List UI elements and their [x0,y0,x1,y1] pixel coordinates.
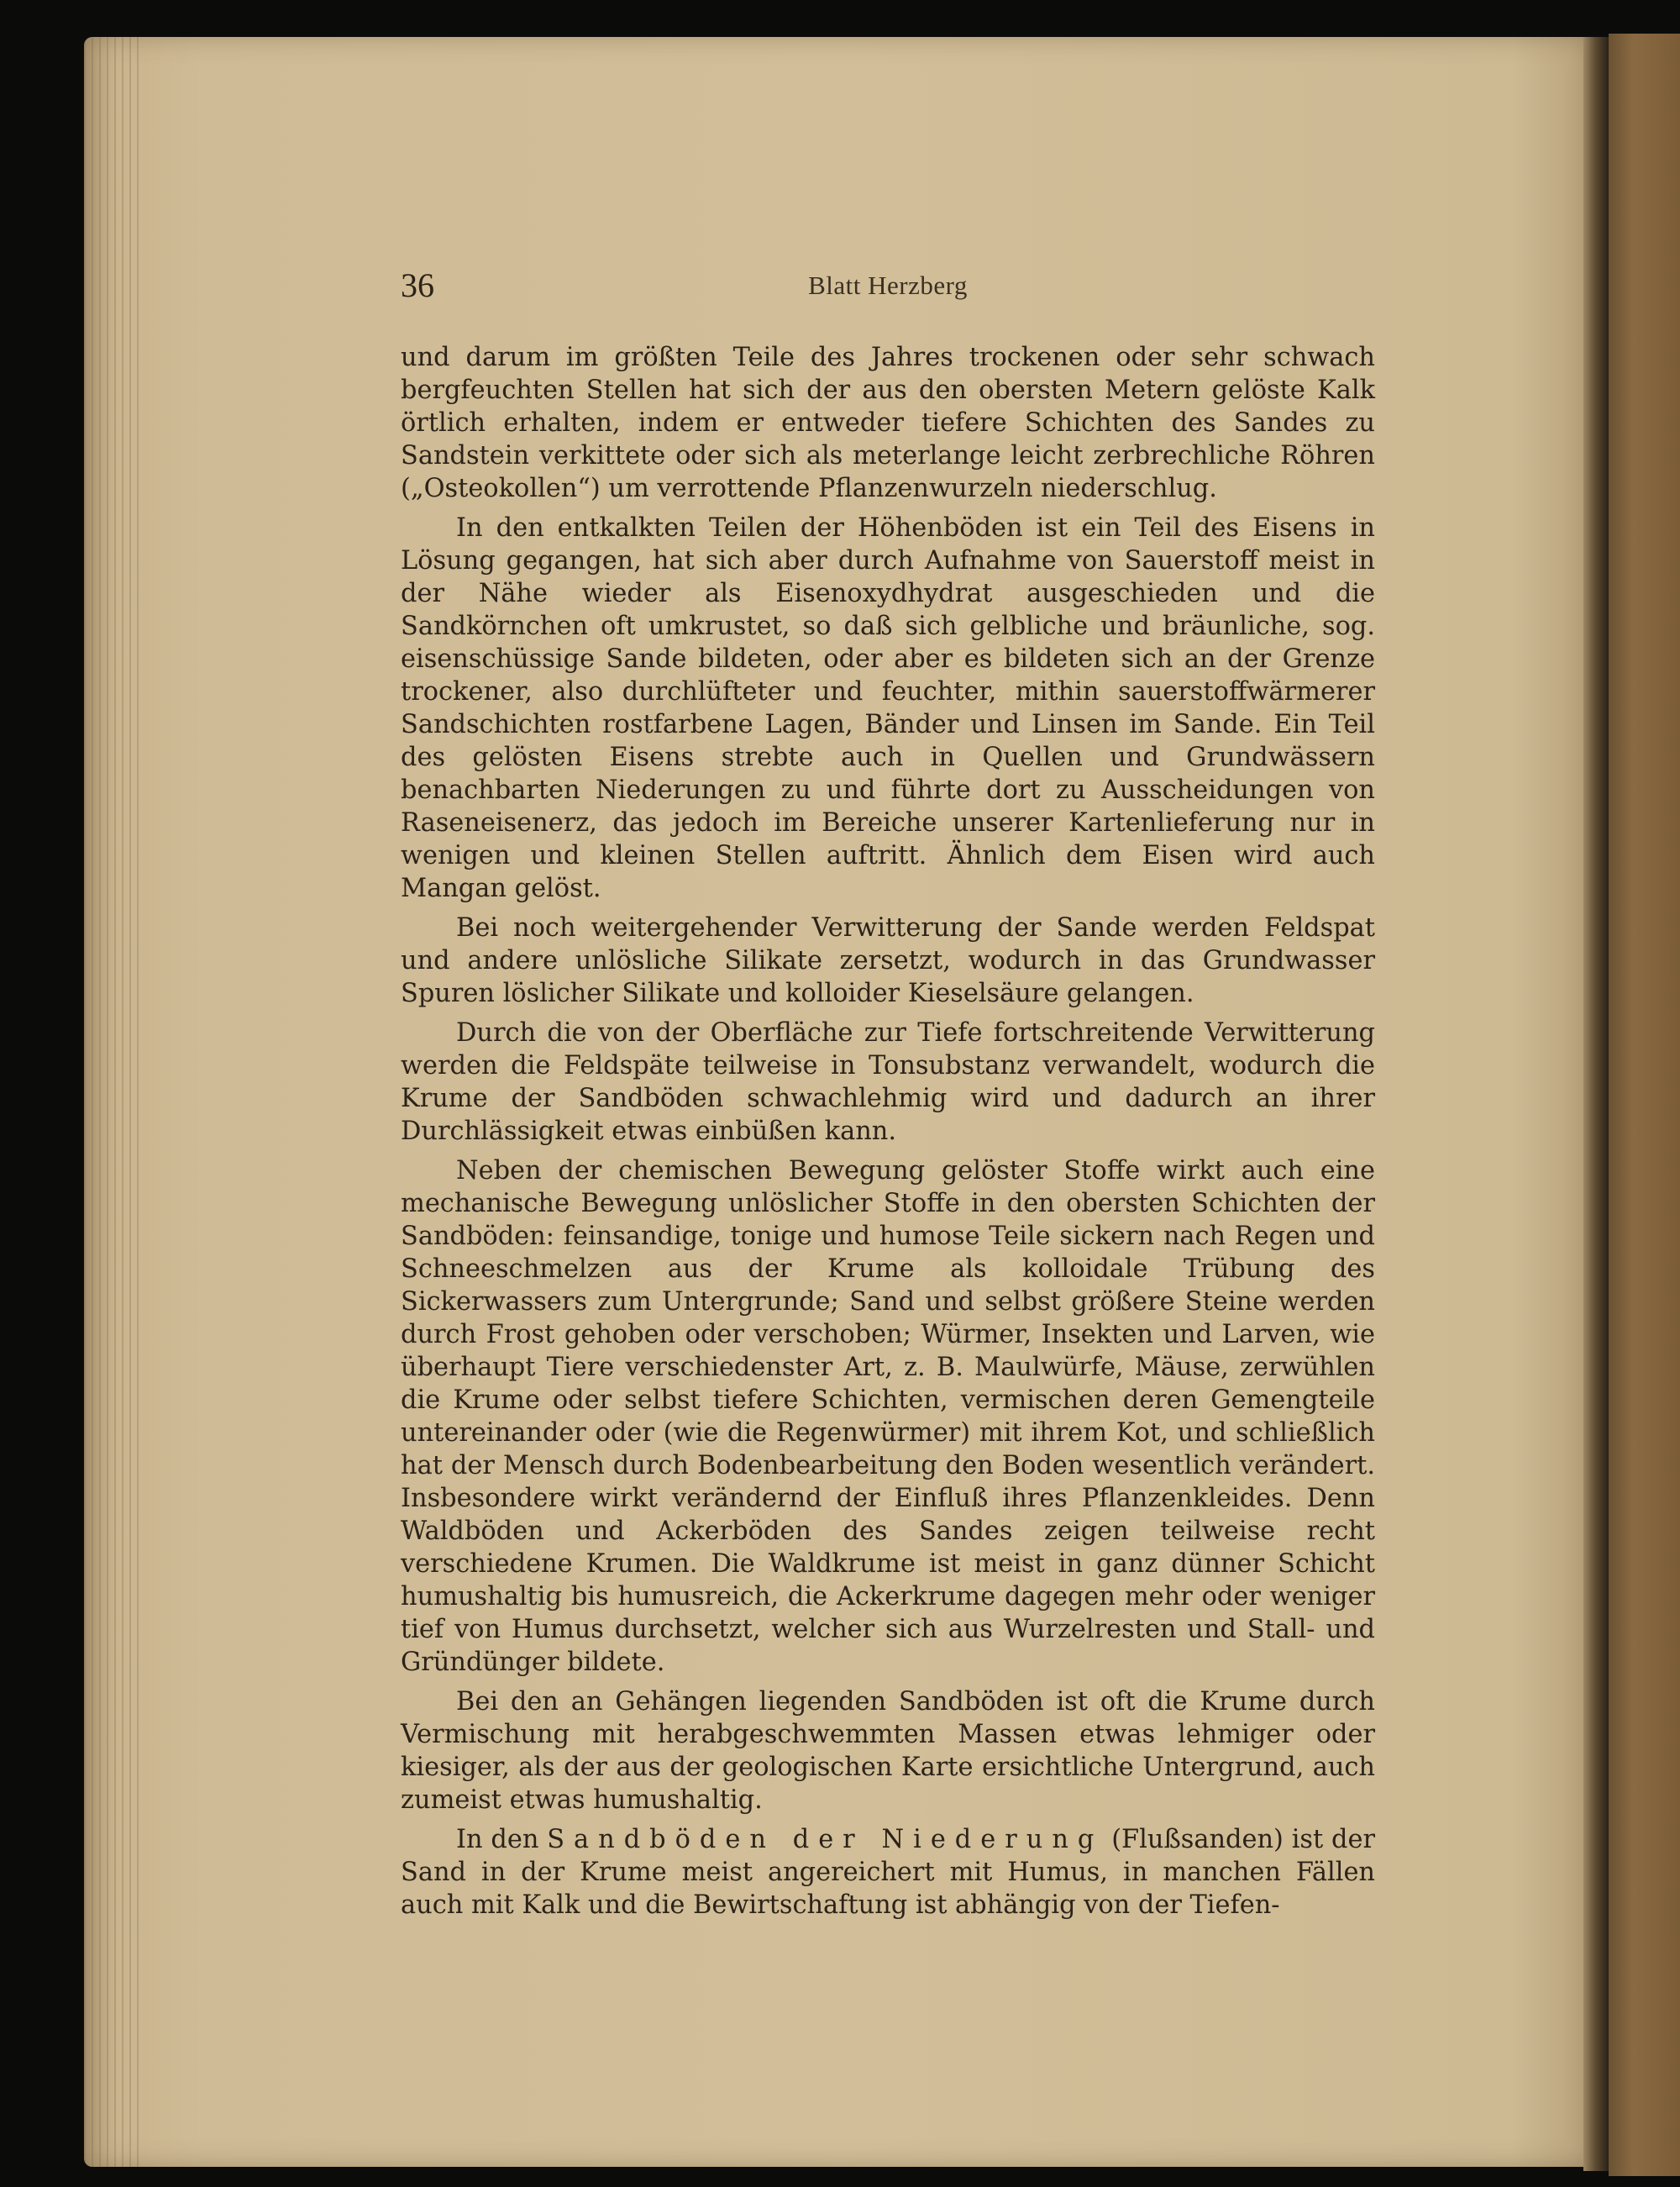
adjacent-page-edge [1609,34,1680,2176]
page-header [401,260,1375,311]
paragraph: In den entkalkten Teilen der Höhenböden ist ein Teil des Eisens in Lösung gegangen, hat sich aber durch Aufnahme von Sauerstoff meist in der Nähe wieder als Eisenoxydhydrat ausgeschieden und die Sandkörnchen oft umkrustet, so daß sich gelbliche und bräunliche, sog. eisenschüssige Sande bildeten, oder aber es bildeten sich an der Grenze trockener, also durchlüfteter und feuchter, mithin sauerstoffwärmerer Sandschichten rostfarbene Lagen, Bänder und Linsen im Sande. Ein Teil des gelösten Eisens strebte auch in Quellen und Grundwässern benachbarten Niederungen zu und führte dort zu Ausscheidungen von Raseneisenerz, das jedoch im Bereiche unserer Kartenlieferung nur in wenigen und kleinen Stellen auftritt. Ähnlich dem Eisen wird auch Mangan gelöst. [401,513,1375,903]
body-text [401,341,1375,1922]
paragraph: Neben der chemischen Bewegung gelöster Stoffe wirkt auch eine mechanische Bewegung unlöslicher Stoffe in den obersten Schichten der Sandböden: feinsandige, tonige und humose Teile sickern nach Regen und Schneeschmelzen aus der Krume als kolloidale Trübung des Sickerwassers zum Untergrunde; Sand und selbst größere Steine werden durch Frost gehoben oder verschoben; Würmer, Insekten und Larven, wie überhaupt Tiere verschiedenster Art, z. B. Maulwürfe, Mäuse, zerwühlen die Krume oder selbst tiefere Schichten, vermischen deren Gemengteile untereinander oder (wie die Regenwürmer) mit ihrem Kot, und schließlich hat der Mensch durch Bodenbearbeitung den Boden wesentlich verändert. Insbesondere wirkt verändernd der Einfluß ihres Pflanzenkleides. Denn Waldböden und Ackerböden des Sandes zeigen teilweise recht verschiedene Krumen. Die Waldkrume ist meist in ganz dünner Schicht humushaltig bis humusreich, die Ackerkrume dagegen mehr oder weniger tief von Humus durchsetzt, welcher sich aus Wurzelresten und Stall- und Gründünger bildete. [401,1156,1375,1677]
paragraph: Bei den an Gehängen liegenden Sandböden ist oft die Krume durch Vermischung mit herabgeschwemmten Massen etwas lehmiger oder kiesiger, als der aus der geologischen Karte ersichtliche Untergrund, auch zumeist etwas humushaltig. [401,1687,1375,1815]
paragraph-rest: (Flußsanden) ist der Sand in der Krume meist angereichert mit Humus, in manchen Fällen auch mit Kalk und die Bewirtschaftung ist abhängig von der Tiefen- [401,1825,1375,1920]
paragraph: Durch die von der Oberfläche zur Tiefe fortschreitende Verwitterung werden die Feldspäte teilweise in Tonsubstanz verwandelt, wodurch die Krume der Sandböden schwachlehmig wird und dadurch an ihrer Durchlässigkeit etwas einbüßen kann. [401,1018,1375,1146]
paragraph: und darum im größten Teile des Jahres trockenen oder sehr schwach bergfeuchten Stellen hat sich der aus den obersten Metern gelöste Kalk örtlich erhalten, indem er entweder tiefere Schichten des Sandes zu Sandstein verkittete oder sich als meterlange leicht zerbrechliche Röhren („Osteokollen“) um verrottende Pflanzenwurzeln niederschlug. [401,343,1375,503]
running-title: Blatt Herzberg [808,271,968,300]
paragraph-lead: In den [456,1825,539,1854]
book-gutter [1583,37,1609,2171]
page-stack-edge [84,37,143,2167]
paragraph [401,1823,1375,1922]
page-content [401,260,1375,1928]
spaced-emphasis: Sandböden der Niederung [547,1825,1104,1854]
paragraph: Bei noch weitergehender Verwitterung der Sande werden Feldspat und andere unlösliche Silikate zersetzt, wodurch in das Grundwasser Spuren löslicher Silikate und kolloider Kieselsäure gelangen. [401,913,1375,1008]
page-number: 36 [401,266,434,304]
